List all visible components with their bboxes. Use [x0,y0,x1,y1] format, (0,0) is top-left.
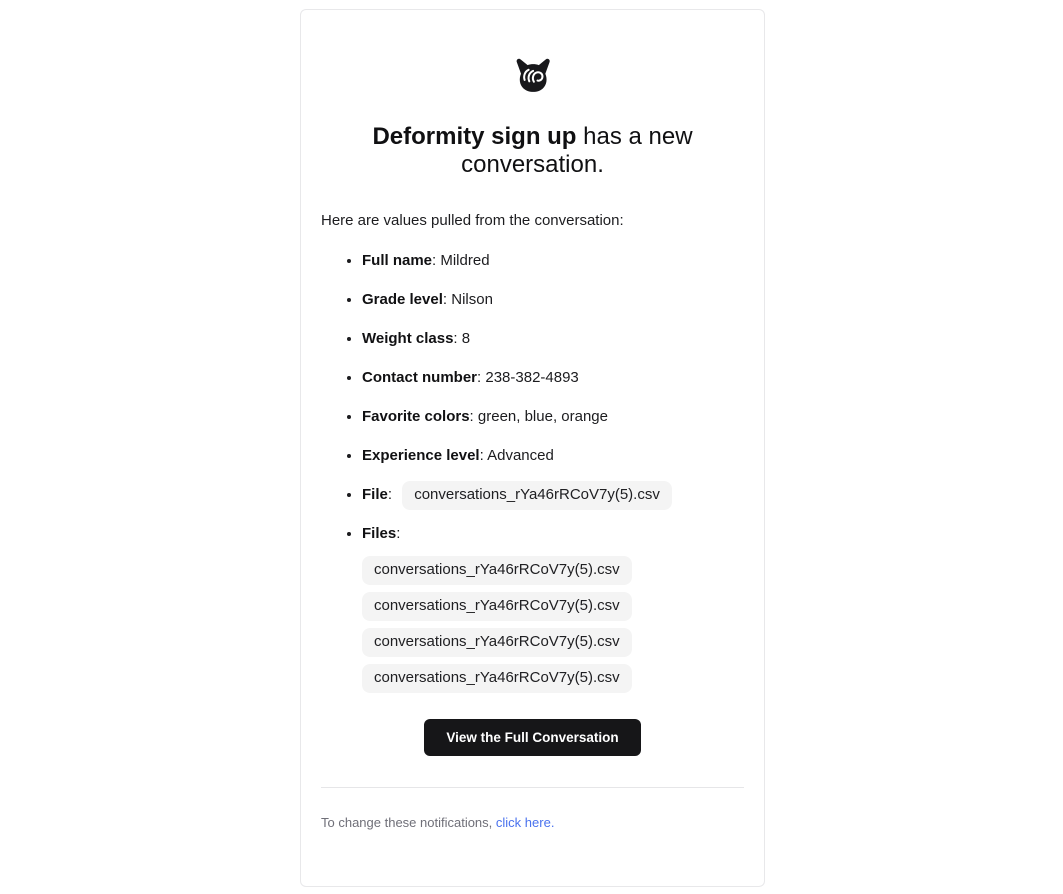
footer-suffix: . [550,815,555,830]
email-title-rest: has a new conversation. [461,123,693,178]
field-item-weight-class: • Weight class: 8 [362,329,744,349]
field-value: green, blue, orange [477,408,608,425]
file-badge: conversations_rYa46rRCoV7y(5).csv [402,481,672,510]
file-badge: conversations_rYa46rRCoV7y(5).csv [362,556,632,585]
field-value: 238-382-4893 [485,369,579,386]
field-label: Grade level [362,291,443,308]
field-value: 8 [461,330,471,347]
field-label: Weight class [362,330,454,347]
intro-text: Here are values pulled from the conversation: [321,212,624,229]
email-title-bold: Deformity sign up [372,123,577,150]
email-title [321,123,744,179]
button-row [321,719,744,756]
field-label: Files [362,525,397,542]
field-label: File [362,486,388,503]
field-item-grade-level: • Grade level: Nilson [362,290,744,310]
logo-container [321,56,744,101]
file-badge: conversations_rYa46rRCoV7y(5).csv [362,592,632,621]
field-label: Experience level [362,447,480,464]
field-item-full-name: • Full name: Mildred [362,251,744,271]
click-here-link[interactable]: click here [495,815,551,830]
footer-text [321,814,744,831]
divider [321,787,744,788]
email-notification-card [300,9,765,887]
field-label: Contact number [362,369,478,386]
footer-prefix: To change these notifications, [321,815,496,830]
field-value: Advanced [487,447,554,464]
field-item-favorite-colors: • Favorite colors: green, blue, orange [362,407,744,427]
shaka-hand-icon [511,83,555,100]
field-label: Full name [362,252,433,269]
file-badge: conversations_rYa46rRCoV7y(5).csv [362,628,632,657]
field-item-experience-level: • Experience level: Advanced [362,446,744,466]
field-item-contact-number: • Contact number: 238-382-4893 [362,368,744,388]
field-item-files: • Files: conversations_rYa46rRCoV7y(5).csv conversations_rYa46rRCoV7y(5).csv conversations_rYa46rRCoV7y(5).csv conversations_rYa46rRCoV7y(5).csv [362,524,744,693]
field-item-file: • File: conversations_rYa46rRCoV7y(5).csv [362,485,744,505]
field-value: Nilson [451,291,493,308]
files-badge-list [362,556,744,693]
field-value: Mildred [440,252,490,269]
file-badge: conversations_rYa46rRCoV7y(5).csv [362,664,632,693]
field-label: Favorite colors [362,408,470,425]
view-full-conversation-button[interactable]: View the Full Conversation [424,719,640,756]
fields-list [321,251,744,693]
